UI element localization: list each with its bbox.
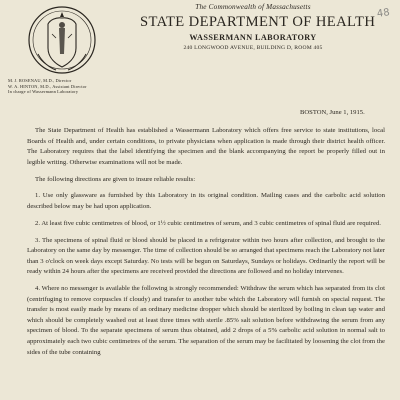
letter-body [27, 126, 385, 364]
paragraph-item-1: 1. Use only glassware as furnished by this Laboratory in its original condition. Mailing cases and the carbolic acid solution described below may be had upon application. [27, 192, 385, 210]
paragraph-item-3: 3. The specimens of spinal fluid or blood should be placed in a refrigerator within two hours after collection, and brought to the Laboratory on the same day by messenger. The time of collection should be so arranged that specimens reach the Laboratory not later than 3 o'clock on week days except Saturday. No tests will be begun on Saturdays, Sundays or holidays. Ordinarily the report will be ready within 24 hours after the specimens are received provided the directions are followed and no holiday intervenes. [27, 236, 385, 276]
paragraph-directions-lead: The following directions are given to insure reliable results: [35, 175, 196, 183]
massachusetts-state-seal-icon [26, 4, 98, 76]
commonwealth-line: The Commonwealth of Massachusetts [195, 3, 311, 11]
paragraph-item-2: 2. At least five cubic centimetres of blood, or 1½ cubic centimetres of serum, and 3 cubic centimetres of spinal fluid are required. [35, 219, 381, 227]
staff-assistant-director: W. A. HINTON, M.D., Assistant Director [8, 83, 87, 89]
date-line: BOSTON, June 1, 1915. [300, 109, 365, 116]
laboratory-address: 240 LONGWOOD AVENUE, BUILDING D, ROOM 405 [183, 45, 323, 51]
staff-role-note: In charge of Wassermann Laboratory [8, 89, 79, 95]
handwritten-margin-note: 48 [376, 7, 391, 20]
paragraph-intro: The State Department of Health has established a Wassermann Laboratory which offers free service to state institutions, local Boards of Health and, under certain conditions, to private physicians when application is made through their district health officer. The Laboratory requires that the label identifying the specimen and the blank accompanying the report be properly filled out in legible writing. Otherwise examinations will not be made. [27, 127, 385, 166]
laboratory-title: WASSERMANN LABORATORY [189, 33, 317, 42]
staff-director: M. J. ROSENAU, M.D., Director [8, 78, 72, 83]
staff-list [8, 78, 138, 95]
department-title: STATE DEPARTMENT OF HEALTH [140, 14, 376, 30]
paragraph-item-4: 4. Where no messenger is available the following is strongly recommended: Withdraw the serum which has separated from its clot (centrifuging to remove corpuscles if cloudy) and transfer to another tube which the Laboratory will furnish on special request. The transfer is most easily made by means of an ordinary medicine dropper which should be sterilized by boiling in clean tap water and which should be completely washed out at least three times with sterile .85% salt solution before withdrawing the serum from any specimen of blood. To the separate specimens of serum thus obtained, add 2 drops of a 5% carbolic acid solution in normal salt to approximately each two cubic centimetres of the serum. The separation of the serum may be facilitated by loosening the clot from the sides of the tube containing [27, 285, 385, 356]
